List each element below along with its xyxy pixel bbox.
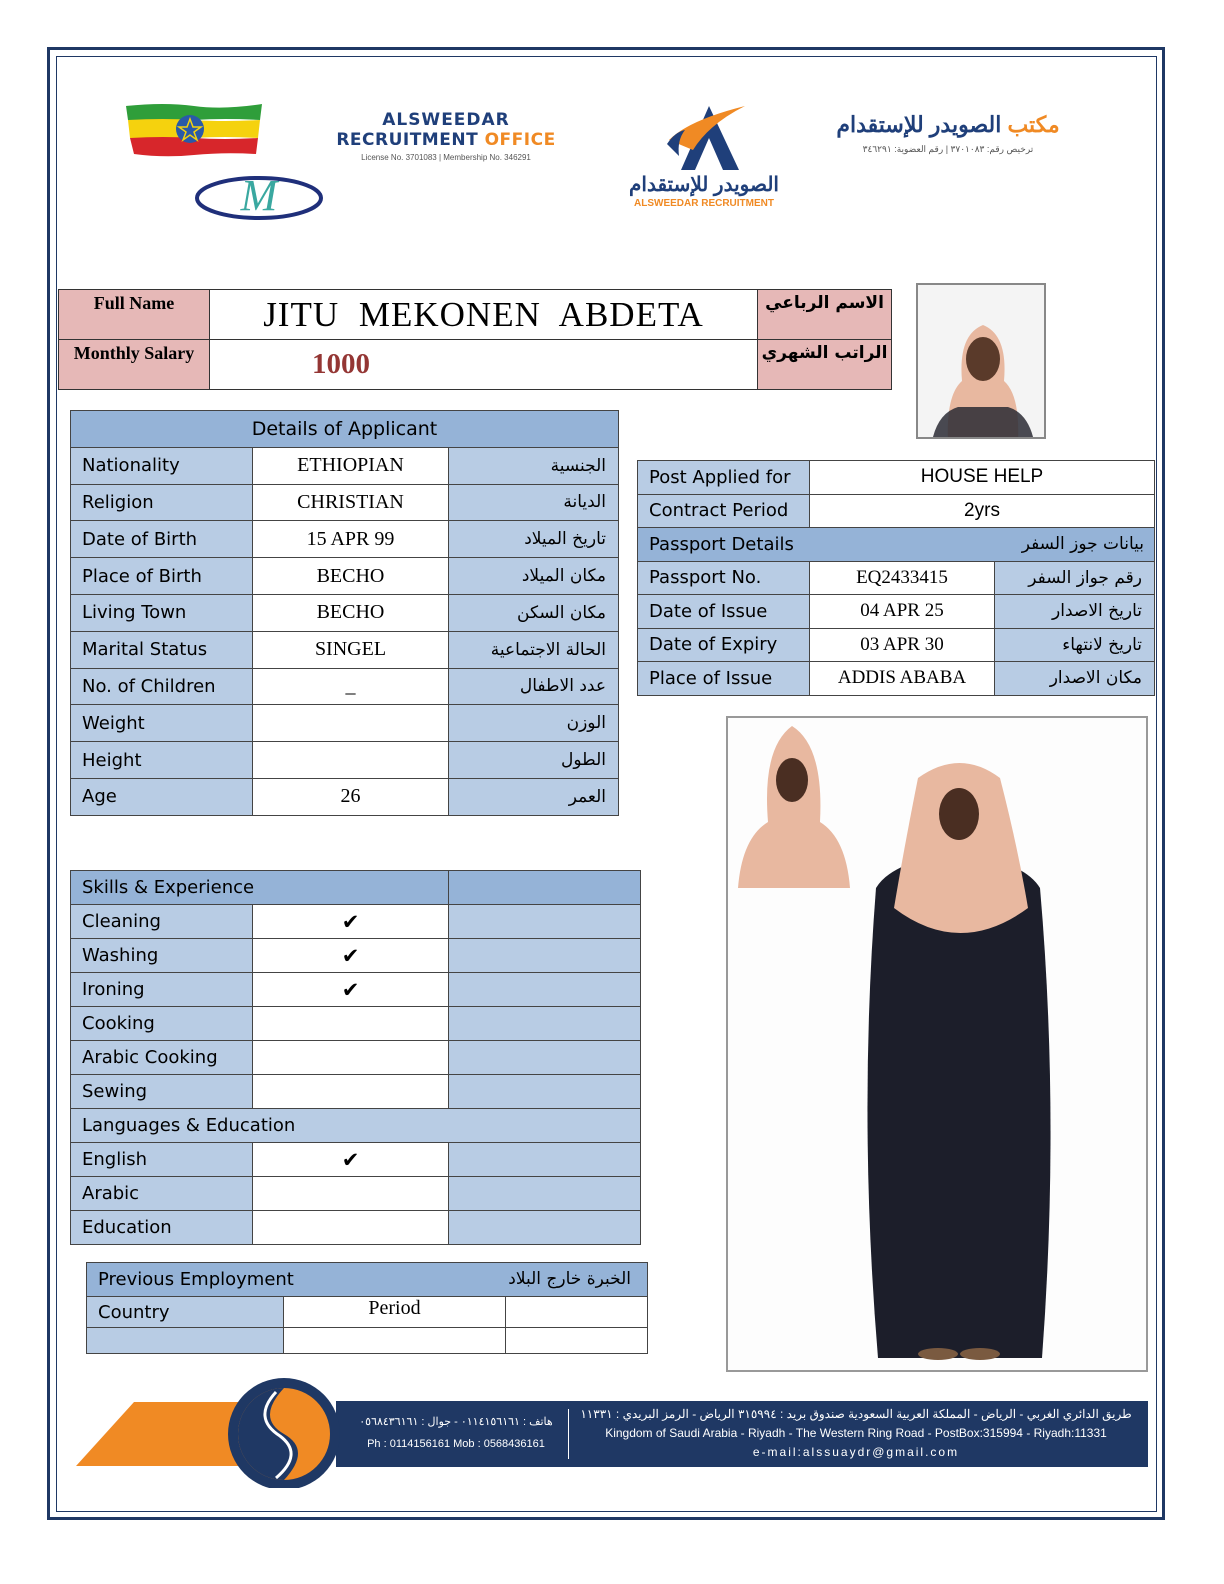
table-row <box>71 973 641 1007</box>
office-license: License No. 3701083 | Membership No. 346291 <box>361 153 531 162</box>
detail-label: Date of Birth <box>71 521 253 558</box>
check-icon: ✔ <box>253 1143 449 1177</box>
detail-label: Age <box>71 778 253 815</box>
detail-label-ar: عدد الاطفال <box>449 668 619 705</box>
language-check <box>253 1211 449 1245</box>
detail-label-ar: العمر <box>449 778 619 815</box>
passport-label-ar: تاريخ الاصدار <box>995 595 1155 629</box>
m-logo-icon <box>193 168 325 224</box>
detail-value: SINGEL <box>253 631 449 668</box>
table-row <box>638 461 1155 495</box>
skills-table <box>70 870 641 1245</box>
full-name-label: Full Name <box>59 290 210 340</box>
arabic-logo-a: مكتب <box>1001 112 1060 137</box>
table-row <box>71 558 619 595</box>
details-table <box>70 410 619 816</box>
table-row <box>71 742 619 779</box>
detail-value <box>253 705 449 742</box>
table-row <box>638 528 1155 562</box>
skill-label: Ironing <box>71 973 253 1007</box>
detail-label-ar: تاريخ الميلاد <box>449 521 619 558</box>
arabic-logo-b: الصويدر للإستقدام <box>836 112 1002 137</box>
passport-value: ADDIS ABABA <box>810 662 995 696</box>
passport-title: Passport Details <box>649 533 794 555</box>
passport-table <box>637 460 1155 696</box>
detail-value: _ <box>253 668 449 705</box>
footer-phone-ar: هاتف : ٠١١٤١٥٦١٦١ - جوال : ٠٥٦٨٤٣٦١٦١ <box>359 1416 553 1428</box>
country-label: Country <box>87 1297 284 1328</box>
detail-label: No. of Children <box>71 668 253 705</box>
detail-label: Nationality <box>71 447 253 484</box>
detail-label-ar: الديانة <box>449 484 619 521</box>
table-row <box>638 494 1155 528</box>
table-row <box>71 1177 641 1211</box>
detail-label-ar: الحالة الاجتماعية <box>449 631 619 668</box>
detail-value: 15 APR 99 <box>253 521 449 558</box>
detail-label-ar: الطول <box>449 742 619 779</box>
passport-label-ar: مكان الاصدار <box>995 662 1155 696</box>
table-row <box>71 705 619 742</box>
table-row <box>71 1143 641 1177</box>
full-name-value: JITU MEKONEN ABDETA <box>210 290 758 340</box>
details-title: Details of Applicant <box>71 411 619 448</box>
footer-address-en: Kingdom of Saudi Arabia - Riyadh - The Western Ring Road - PostBox:315994 - Riyadh:11331 <box>605 1426 1107 1440</box>
detail-label: Living Town <box>71 594 253 631</box>
passport-label: Place of Issue <box>638 662 810 696</box>
table-row <box>71 905 641 939</box>
salary-label: Monthly Salary <box>59 340 210 390</box>
detail-label: Height <box>71 742 253 779</box>
table-row <box>71 778 619 815</box>
table-row <box>71 447 619 484</box>
passport-label: Date of Issue <box>638 595 810 629</box>
table-row <box>71 939 641 973</box>
passport-label: Date of Expiry <box>638 628 810 662</box>
table-row <box>71 594 619 631</box>
office-logo-line2: RECRUITMENT OFFICE <box>336 130 556 150</box>
m-logo-letter: M <box>240 171 278 220</box>
passport-title-ar: بيانات جوز السفر <box>1021 533 1144 554</box>
check-icon: ✔ <box>253 939 449 973</box>
footer-bar <box>336 1401 1148 1467</box>
applicant-portrait-photo <box>916 283 1046 439</box>
table-row <box>71 1075 641 1109</box>
period-label: Period <box>284 1297 506 1328</box>
detail-value: BECHO <box>253 558 449 595</box>
table-row <box>638 595 1155 629</box>
language-label: Education <box>71 1211 253 1245</box>
skill-label: Arabic Cooking <box>71 1041 253 1075</box>
footer-phone-en: Ph : 0114156161 Mob : 0568436161 <box>367 1438 545 1450</box>
office-logo <box>334 110 558 162</box>
contract-value: 2yrs <box>810 494 1155 528</box>
passport-value: EQ2433415 <box>810 561 995 595</box>
skill-label: Cooking <box>71 1007 253 1041</box>
post-label: Post Applied for <box>638 461 810 495</box>
skill-check <box>253 1041 449 1075</box>
detail-label: Marital Status <box>71 631 253 668</box>
contract-label: Contract Period <box>638 494 810 528</box>
detail-value: CHRISTIAN <box>253 484 449 521</box>
post-value: HOUSE HELP <box>810 461 1155 495</box>
table-row <box>71 1041 641 1075</box>
passport-value: 04 APR 25 <box>810 595 995 629</box>
detail-value: 26 <box>253 778 449 815</box>
footer-address-ar: طريق الدائري الغربي - الرياض - المملكة العربية السعودية صندوق بريد : ٣١٥٩٩٤ الرياض - الرمز البريدي : ١١٣٣١ <box>580 1407 1132 1421</box>
languages-title: Languages & Education <box>71 1109 641 1143</box>
detail-label: Weight <box>71 705 253 742</box>
skill-check <box>253 1007 449 1041</box>
salary-value: 1000 <box>210 340 758 390</box>
table-row <box>71 521 619 558</box>
center-logo-ar: الصويدر للإستقدام <box>629 174 779 196</box>
table-row <box>71 1211 641 1245</box>
table-row <box>638 561 1155 595</box>
footer-email[interactable]: e-mail:alssuaydr@gmail.com <box>752 1445 960 1459</box>
detail-value: BECHO <box>253 594 449 631</box>
table-row <box>71 668 619 705</box>
passport-label-ar: تاريخ لانتهاء <box>995 628 1155 662</box>
skill-label: Washing <box>71 939 253 973</box>
skills-title: Skills & Experience <box>71 871 449 905</box>
check-icon: ✔ <box>253 905 449 939</box>
center-logo <box>614 100 794 220</box>
table-row <box>638 662 1155 696</box>
skill-check <box>253 1075 449 1109</box>
detail-value: ETHIOPIAN <box>253 447 449 484</box>
footer-divider <box>568 1409 569 1459</box>
footer-logo-icon <box>76 1378 376 1488</box>
previous-title: Previous Employment <box>98 1269 294 1290</box>
detail-label-ar: الجنسية <box>449 447 619 484</box>
passport-label: Passport No. <box>638 561 810 595</box>
full-name-label-ar: الاسم الرباعي <box>758 290 892 340</box>
detail-label: Place of Birth <box>71 558 253 595</box>
detail-label-ar: مكان السكن <box>449 594 619 631</box>
arabic-logo-sub: ترخيص رقم: ٣٧٠١٠٨٣ | رقم العضوية: ٣٤٦٢٩١ <box>862 144 1034 154</box>
applicant-full-photo <box>726 716 1148 1372</box>
salary-label-ar: الراتب الشهري <box>758 340 892 390</box>
detail-label-ar: مكان الميلاد <box>449 558 619 595</box>
passport-label-ar: رقم جواز السفر <box>995 561 1155 595</box>
office-logo-line1: ALSWEEDAR <box>382 110 510 130</box>
arabic-logo <box>822 112 1074 155</box>
language-check <box>253 1177 449 1211</box>
center-logo-en: ALSWEEDAR RECRUITMENT <box>634 198 774 209</box>
detail-label: Religion <box>71 484 253 521</box>
a-logo-icon <box>649 100 759 174</box>
table-row <box>71 631 619 668</box>
previous-title-ar: الخبرة خارج البلاد <box>508 1269 631 1289</box>
passport-value: 03 APR 30 <box>810 628 995 662</box>
skill-label: Cleaning <box>71 905 253 939</box>
language-label: English <box>71 1143 253 1177</box>
table-row <box>71 484 619 521</box>
identity-table <box>58 289 892 390</box>
language-label: Arabic <box>71 1177 253 1211</box>
previous-employment-table <box>86 1262 648 1354</box>
detail-label-ar: الوزن <box>449 705 619 742</box>
detail-value <box>253 742 449 779</box>
ethiopia-flag-icon <box>124 100 264 158</box>
table-row <box>638 628 1155 662</box>
check-icon: ✔ <box>253 973 449 1007</box>
skill-label: Sewing <box>71 1075 253 1109</box>
table-row <box>71 1007 641 1041</box>
